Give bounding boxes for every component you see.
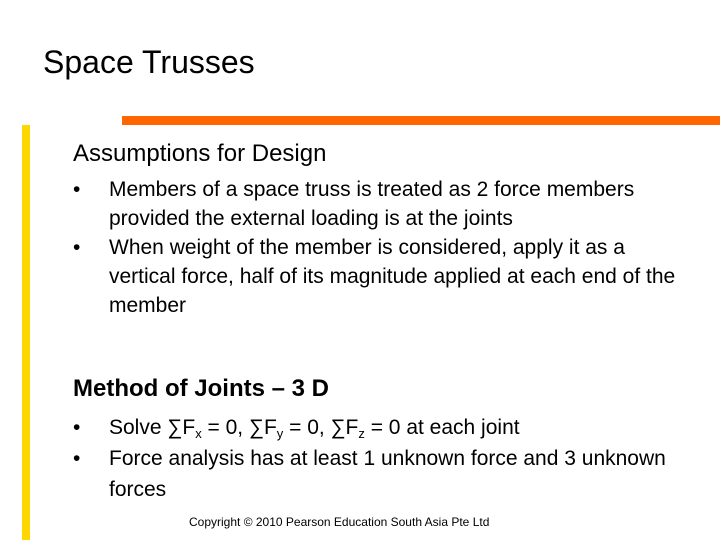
list-item xyxy=(73,443,693,505)
assumptions-list xyxy=(73,175,693,320)
list-item xyxy=(73,233,693,320)
left-accent-bar xyxy=(22,125,30,540)
list-item xyxy=(73,412,693,443)
copyright-footer: Copyright © 2010 Pearson Education South Asia Pte Ltd xyxy=(189,515,490,529)
list-item xyxy=(73,175,693,233)
bullet-icon: • xyxy=(73,236,81,259)
section-heading-assumptions: Assumptions for Design xyxy=(73,140,327,167)
bullet-icon: • xyxy=(73,178,81,201)
top-accent-bar xyxy=(122,116,720,125)
bullet-text: Members of a space truss is treated as 2 force members provided the external loading is at the joints xyxy=(109,178,635,230)
slide-title: Space Trusses xyxy=(43,44,255,80)
bullet-icon: • xyxy=(73,416,81,439)
equilibrium-equation: Solve $\sum F_x = 0$, $\sum F_y = 0$, $\sum F_z = 0$ at each joint xyxy=(109,416,520,441)
section-heading-method-of-joints: Method of Joints – 3 D xyxy=(73,375,330,402)
bullet-text: Force analysis has at least 1 unknown force and 3 unknown forces xyxy=(109,447,666,501)
bullet-text: When weight of the member is considered, apply it as a vertical force, half of its magnitude applied at each end of the member xyxy=(109,236,676,317)
method-list xyxy=(73,412,693,505)
bullet-icon: • xyxy=(73,447,81,470)
